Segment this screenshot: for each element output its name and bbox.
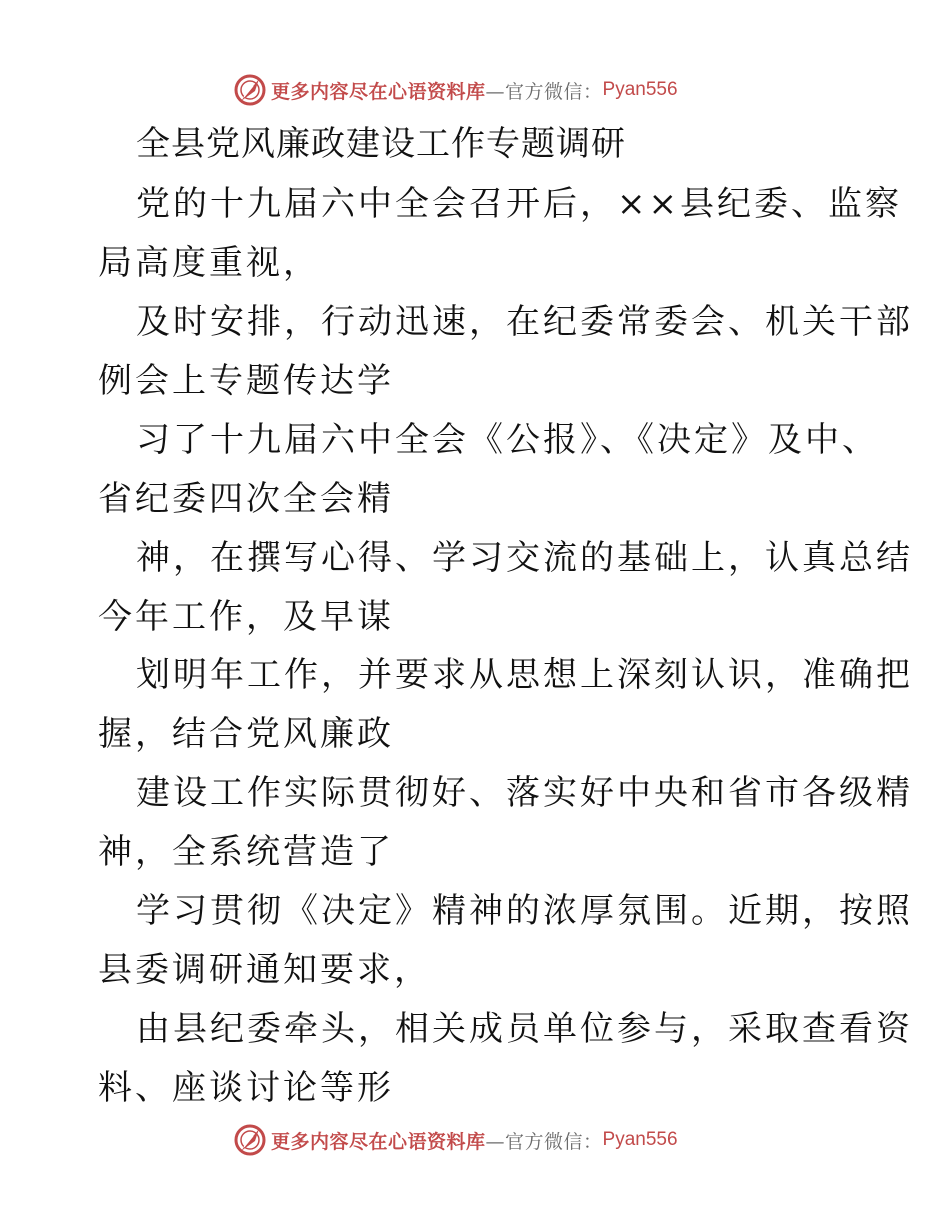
watermark-row bbox=[233, 1118, 678, 1162]
watermark-wechat-label: —官方微信： bbox=[485, 80, 603, 103]
body-line: 省纪委四次全会精 bbox=[98, 479, 394, 519]
watermark-wechat-id: Pyan556 bbox=[602, 1129, 678, 1150]
body-line: 今年工作，及早谋 bbox=[98, 597, 394, 637]
body-line: 局高度重视， bbox=[98, 243, 320, 283]
watermark-library-text: 更多内容尽在心语资料库 bbox=[271, 80, 486, 103]
body-line: 神，全系统营造了 bbox=[98, 832, 394, 872]
body-line: 料、座谈讨论等形 bbox=[98, 1068, 394, 1108]
body-line: 划明年工作，并要求从思想上深刻认识，准确把 bbox=[136, 655, 913, 695]
body-line: 例会上专题传达学 bbox=[98, 361, 394, 401]
watermark-wechat-label: —官方微信： bbox=[485, 1130, 603, 1153]
body-line: 握，结合党风廉政 bbox=[98, 714, 394, 754]
body-line: 习了十九届六中全会《公报》、《决定》及中、 bbox=[136, 420, 879, 460]
footer-watermark bbox=[0, 1118, 950, 1162]
body-line: 党的十九届六中全会召开后，××县纪委、监察 bbox=[136, 184, 902, 224]
body-line: 县委调研通知要求， bbox=[98, 950, 431, 990]
watermark-row bbox=[233, 68, 678, 112]
body-line: 及时安排，行动迅速，在纪委常委会、机关干部 bbox=[136, 302, 913, 342]
body-line: 建设工作实际贯彻好、落实好中央和省市各级精 bbox=[136, 773, 913, 813]
body-line: 神，在撰写心得、学习交流的基础上，认真总结 bbox=[136, 538, 913, 578]
document-title: 全县党风廉政建设工作专题调研 bbox=[136, 124, 626, 164]
quill-logo-icon bbox=[233, 1123, 267, 1157]
watermark-library-text: 更多内容尽在心语资料库 bbox=[271, 1130, 486, 1153]
body-line: 由县纪委牵头，相关成员单位参与，采取查看资 bbox=[136, 1009, 913, 1049]
watermark-wechat-id: Pyan556 bbox=[602, 79, 678, 100]
body-line: 学习贯彻《决定》精神的浓厚氛围。近期，按照 bbox=[136, 891, 913, 931]
header-watermark bbox=[0, 68, 950, 112]
quill-logo-icon bbox=[233, 73, 267, 107]
